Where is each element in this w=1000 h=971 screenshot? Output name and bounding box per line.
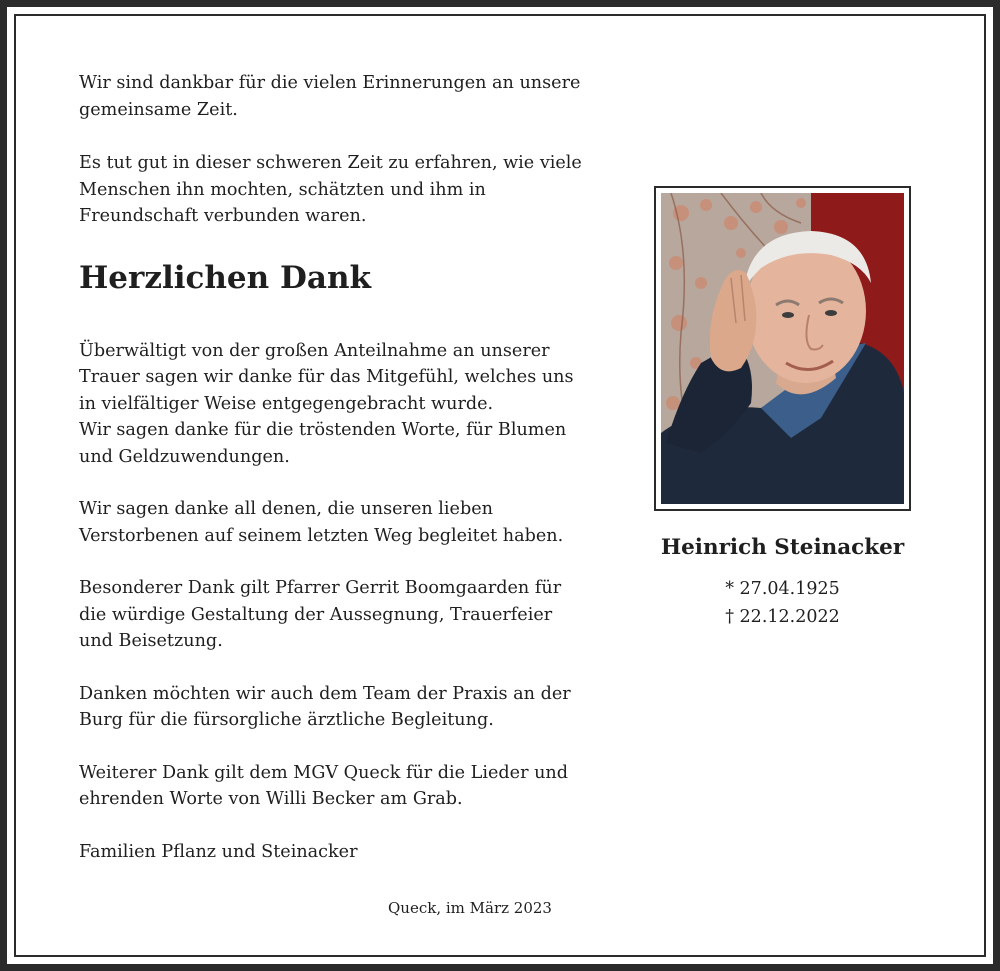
life-dates: [640, 575, 925, 631]
paragraph-sympathy: Überwältigt von der großen Anteilnahme an unserer Trauer sagen wir danke für das Mitgefühl, welches uns in vielfältiger Weise entgegengebracht wurde. Wir sagen danke für die tröstenden Worte, für Blumen und Geldzuwendungen.: [79, 340, 574, 467]
paragraph-memories: Wir sind dankbar für die vielen Erinnerungen an unsere gemeinsame Zeit.: [79, 73, 581, 120]
portrait-frame: [654, 186, 911, 511]
heading-thanks: Herzlichen Dank: [79, 259, 371, 296]
birth-date: * 27.04.1925: [725, 579, 840, 599]
place-date: Queck, im März 2023: [388, 899, 552, 917]
paragraph-practice: Danken möchten wir auch dem Team der Praxis an der Burg für die fürsorgliche ärztliche Begleitung.: [79, 683, 571, 730]
death-date: † 22.12.2022: [725, 607, 840, 627]
paragraph-choir: Weiterer Dank gilt dem MGV Queck für die Lieder und ehrenden Worte von Willi Becker am Grab.: [79, 762, 569, 809]
deceased-name: Heinrich Steinacker: [660, 535, 905, 560]
signature: Familien Pflanz und Steinacker: [79, 841, 358, 862]
portrait-photo: [661, 193, 904, 504]
paragraph-last-way: Wir sagen danke all denen, die unseren lieben Verstorbenen auf seinem letzten Weg begleitet haben.: [79, 499, 564, 546]
paragraph-friendship: Es tut gut in dieser schweren Zeit zu erfahren, wie viele Menschen ihn mochten, schätzten und ihm in Freundschaft verbunden waren.: [79, 153, 582, 226]
letter-text: [79, 70, 599, 865]
paragraph-pastor: Besonderer Dank gilt Pfarrer Gerrit Boomgaarden für die würdige Gestaltung der Aussegnung, Trauerfeier und Beisetzung.: [79, 578, 562, 651]
